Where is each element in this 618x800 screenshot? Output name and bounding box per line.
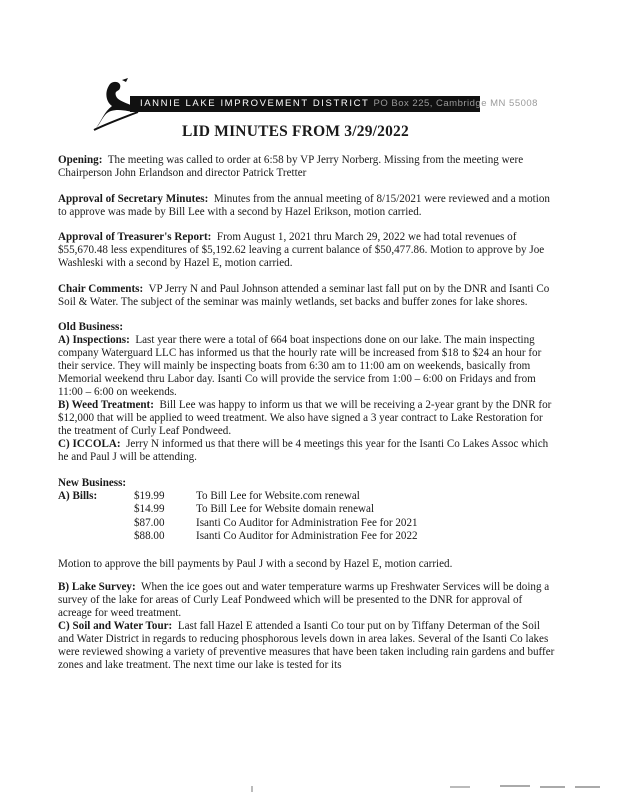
minutes-body [58,154,558,684]
treasurer-label: Approval of Treasurer's Report: [58,231,212,243]
new-business-continued [58,581,558,672]
bill-description: To Bill Lee for Website domain renewal [196,503,375,515]
bill-amount: $87.00 [134,516,165,529]
weed-label: B) Weed Treatment: [58,399,154,411]
bill-description: Isanti Co Auditor for Administration Fee for 2022 [196,530,418,542]
new-business-heading: New Business: [58,476,127,489]
secretary-text: Minutes from the annual meeting of 8/15/2021 were reviewed and a motion to approve was made by Bill Lee with a second by Hazel Erikson, motion carried. [58,192,550,218]
new-business-section [58,477,558,571]
page-title: LID MINUTES FROM 3/29/2022 [182,123,409,140]
secretary-label: Approval of Secretary Minutes: [58,192,209,205]
lake-survey-label: B) Lake Survey: [58,580,136,593]
soil-water-label: C) Soil and Water Tour: [58,619,173,632]
iccola-label: C) ICCOLA: [58,438,121,450]
org-address: PO Box 225, Cambridge MN 55008 [373,98,538,109]
secretary-section [58,193,558,219]
bills-motion: Motion to approve the bill payments by Paul J with a second by Hazel E, motion carried. [58,557,453,570]
treasurer-section [58,231,558,270]
old-business-heading: Old Business: [58,321,124,333]
bills-label: A) Bills: [58,489,98,502]
opening-label: Opening: [58,154,103,166]
weed-text: Bill Lee was happy to inform us that we will be receiving a 2-year grant by the DNR for $12,000 that will be applied to weed treatment. We also have signed a 3 year contract to Lake Restoration for the treatment of Curly Leaf Pondweed. [58,399,552,437]
soil-water-text: Last fall Hazel E attended a Isanti Co tour put on by Tiffany Determan of the Soil and Water District in regards to reducing phosphorous levels down in area lakes. Several of the Isanti Co lakes were reviewed showing a variety of preventive measures that have been taken including rain gardens and buffer zones and lake treatment. The next time our lake is tested for its [58,619,555,671]
inspections-text: Last year there were a total of 664 boat inspections done on our lake. The main inspecting company Waterguard LLC has informed us that the hourly rate will be increased from $18 to $24 an hour for their service. They will mainly be inspecting boats from 6:30 am to 11:00 am on weekends, basically from Memorial weekend thru Labor day. Isanti Co will provide the service from 1:00 – 6:00 on Fridays and from 11:00 – 6:00 on weekends. [58,334,542,398]
bill-amount: $14.99 [134,503,165,515]
chair-section [58,283,558,309]
opening-text: The meeting was called to order at 6:58 by VP Jerry Norberg. Missing from the meeting were Chairperson John Erlandson and director Patrick Tretter [58,154,524,179]
chair-label: Chair Comments: [58,282,144,295]
old-business-section [58,321,558,464]
org-name: IANNIE LAKE IMPROVEMENT DISTRICT [140,98,370,109]
opening-section [58,154,558,180]
bill-amount: $88.00 [134,530,165,542]
bill-description: Isanti Co Auditor for Administration Fee for 2021 [196,516,418,529]
treasurer-text: From August 1, 2021 thru March 29, 2022 we had total revenues of $55,670.48 less expenditures of $5,192.62 leaving a current balance of $50,477.86. Motion to approve by Joe Washleski with a second by Hazel E, motion carried. [58,231,545,269]
bills-table [58,490,558,544]
iccola-text: Jerry N informed us that there will be 4 meetings this year for the Isanti Co Lakes Assoc which he and Paul J will be attending. [58,438,549,463]
lake-survey-text: When the ice goes out and water temperature warms up Freshwater Services will be doing a survey of the lake for areas of Curly Leaf Pondweed which will be presented to the DNR for approval of acreage for weed treatment. [58,580,550,619]
letterhead-banner [130,96,538,112]
bill-amount: $19.99 [134,489,165,502]
bill-description: To Bill Lee for Website.com renewal [196,489,360,502]
chair-text: VP Jerry N and Paul Johnson attended a seminar last fall put on by the DNR and Isanti Co Soil & Water. The subject of the seminar was mainly wetlands, set backs and buffer zones for lake shores. [58,282,550,308]
inspections-label: A) Inspections: [58,334,130,346]
